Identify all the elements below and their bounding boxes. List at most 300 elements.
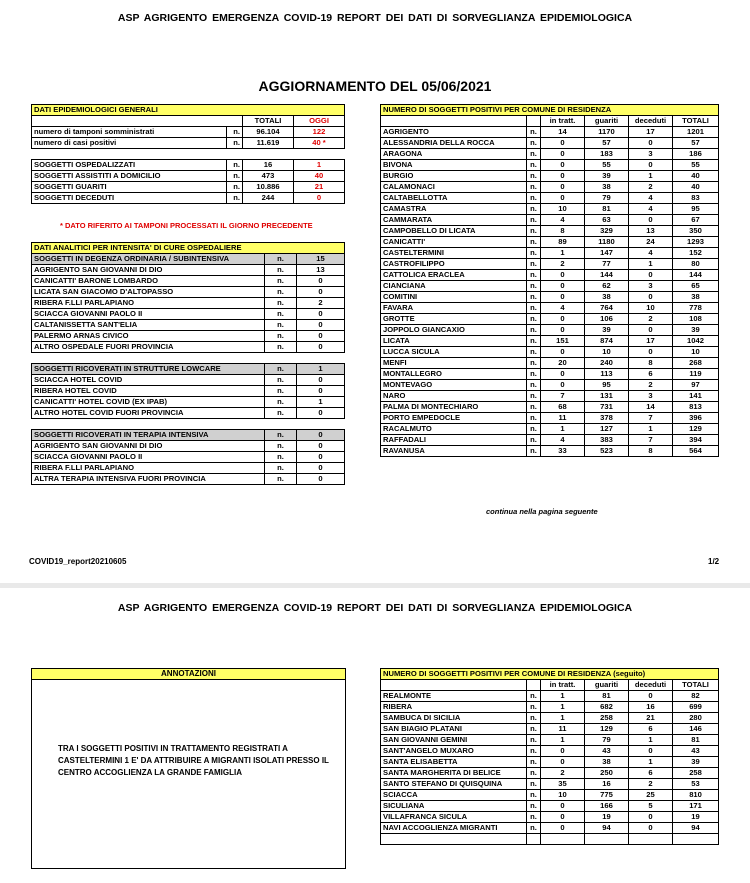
comune-name: SAN BIAGIO PLATANI bbox=[381, 724, 527, 735]
table-row bbox=[381, 325, 719, 336]
table-row bbox=[381, 735, 719, 746]
row-unit: n. bbox=[265, 265, 297, 276]
totali: 82 bbox=[673, 691, 719, 702]
guariti: 19 bbox=[585, 812, 629, 823]
totali: 40 bbox=[673, 182, 719, 193]
comune-name: CALTABELLOTTA bbox=[381, 193, 527, 204]
in-tratt: 1 bbox=[541, 248, 585, 259]
group-value: 1 bbox=[297, 364, 345, 375]
row-unit: n. bbox=[265, 397, 297, 408]
guariti: 79 bbox=[585, 735, 629, 746]
row-unit: n. bbox=[527, 325, 541, 336]
annotations-title: ANNOTAZIONI bbox=[31, 668, 346, 680]
row-unit: n. bbox=[527, 380, 541, 391]
table-row bbox=[381, 171, 719, 182]
row-unit: n. bbox=[265, 287, 297, 298]
comuni-title-2: NUMERO DI SOGGETTI POSITIVI PER COMUNE DI RESIDENZA (seguito) bbox=[381, 669, 719, 680]
in-tratt: 14 bbox=[541, 127, 585, 138]
totali: 146 bbox=[673, 724, 719, 735]
comune-name: MENFI bbox=[381, 358, 527, 369]
table-row bbox=[32, 182, 345, 193]
annotation-line: CENTRO ACCOGLIENZA LA GRANDE FAMIGLIA bbox=[58, 768, 242, 777]
guariti: 10 bbox=[585, 347, 629, 358]
col-totali: TOTALI bbox=[243, 116, 294, 127]
row-unit: n. bbox=[227, 160, 243, 171]
deceduti: 0 bbox=[629, 347, 673, 358]
row-total: 473 bbox=[243, 171, 294, 182]
row-unit: n. bbox=[527, 127, 541, 138]
table-row bbox=[32, 397, 345, 408]
deceduti: 3 bbox=[629, 149, 673, 160]
table-row bbox=[32, 309, 345, 320]
row-unit: n. bbox=[527, 358, 541, 369]
row-unit: n. bbox=[527, 702, 541, 713]
row-label: SCIACCA HOTEL COVID bbox=[32, 375, 265, 386]
guariti: 127 bbox=[585, 424, 629, 435]
group-value: 0 bbox=[297, 430, 345, 441]
in-tratt: 0 bbox=[541, 149, 585, 160]
comune-name: RAFFADALI bbox=[381, 435, 527, 446]
comune-name: RAVANUSA bbox=[381, 446, 527, 457]
totali: 83 bbox=[673, 193, 719, 204]
deceduti: 6 bbox=[629, 724, 673, 735]
guariti: 166 bbox=[585, 801, 629, 812]
totali: 65 bbox=[673, 281, 719, 292]
report-page-2 bbox=[0, 588, 750, 883]
col-guariti: guariti bbox=[585, 116, 629, 127]
in-tratt: 0 bbox=[541, 270, 585, 281]
row-label: SOGGETTI OSPEDALIZZATI bbox=[32, 160, 227, 171]
totali: 57 bbox=[673, 138, 719, 149]
comune-name: SAMBUCA DI SICILIA bbox=[381, 713, 527, 724]
table-row bbox=[381, 193, 719, 204]
guariti: 38 bbox=[585, 182, 629, 193]
totali: 10 bbox=[673, 347, 719, 358]
row-unit: n. bbox=[527, 336, 541, 347]
comune-name: LUCCA SICULA bbox=[381, 347, 527, 358]
comune-name: CALAMONACI bbox=[381, 182, 527, 193]
row-unit: n. bbox=[527, 801, 541, 812]
totali: 699 bbox=[673, 702, 719, 713]
in-tratt: 0 bbox=[541, 171, 585, 182]
comune-name: REALMONTE bbox=[381, 691, 527, 702]
table-row bbox=[381, 446, 719, 457]
row-label: SOGGETTI GUARITI bbox=[32, 182, 227, 193]
totali: 186 bbox=[673, 149, 719, 160]
in-tratt: 0 bbox=[541, 757, 585, 768]
table-row bbox=[381, 823, 719, 834]
table-row bbox=[381, 746, 719, 757]
row-label: SOGGETTI DECEDUTI bbox=[32, 193, 227, 204]
table-row bbox=[381, 347, 719, 358]
row-value: 0 bbox=[297, 441, 345, 452]
table-row bbox=[32, 375, 345, 386]
in-tratt: 0 bbox=[541, 347, 585, 358]
comune-name: CANICATTI' bbox=[381, 237, 527, 248]
deceduti: 17 bbox=[629, 336, 673, 347]
in-tratt: 0 bbox=[541, 281, 585, 292]
deceduti: 8 bbox=[629, 446, 673, 457]
comune-name: CATTOLICA ERACLEA bbox=[381, 270, 527, 281]
in-tratt: 1 bbox=[541, 735, 585, 746]
table-row bbox=[32, 287, 345, 298]
row-unit: n. bbox=[527, 790, 541, 801]
row-unit: n. bbox=[527, 347, 541, 358]
comune-name: RACALMUTO bbox=[381, 424, 527, 435]
col-deceduti: deceduti bbox=[629, 680, 673, 691]
row-unit: n. bbox=[527, 713, 541, 724]
guariti: 764 bbox=[585, 303, 629, 314]
in-tratt: 1 bbox=[541, 691, 585, 702]
deceduti: 0 bbox=[629, 270, 673, 281]
guariti: 106 bbox=[585, 314, 629, 325]
guariti: 1170 bbox=[585, 127, 629, 138]
guariti: 523 bbox=[585, 446, 629, 457]
row-label: RIBERA F.LLI PARLAPIANO bbox=[32, 463, 265, 474]
general-note: * DATO RIFERITO AI TAMPONI PROCESSATI IL GIORNO PRECEDENTE bbox=[60, 221, 313, 230]
deceduti: 1 bbox=[629, 735, 673, 746]
deceduti: 13 bbox=[629, 226, 673, 237]
in-tratt: 0 bbox=[541, 182, 585, 193]
guariti: 81 bbox=[585, 204, 629, 215]
table-row bbox=[381, 303, 719, 314]
row-label: ALTRO OSPEDALE FUORI PROVINCIA bbox=[32, 342, 265, 353]
totali: 81 bbox=[673, 735, 719, 746]
comune-name: RIBERA bbox=[381, 702, 527, 713]
deceduti: 10 bbox=[629, 303, 673, 314]
in-tratt: 4 bbox=[541, 215, 585, 226]
row-unit: n. bbox=[527, 259, 541, 270]
table-row bbox=[32, 441, 345, 452]
in-tratt: 89 bbox=[541, 237, 585, 248]
table-row bbox=[32, 408, 345, 419]
totali: 1293 bbox=[673, 237, 719, 248]
deceduti: 3 bbox=[629, 281, 673, 292]
comune-name: SANTO STEFANO DI QUISQUINA bbox=[381, 779, 527, 790]
row-unit: n. bbox=[527, 182, 541, 193]
comune-name: FAVARA bbox=[381, 303, 527, 314]
row-value: 1 bbox=[297, 397, 345, 408]
comune-name: AGRIGENTO bbox=[381, 127, 527, 138]
col-in-tratt: in tratt. bbox=[541, 116, 585, 127]
row-label: CANICATTI' BARONE LOMBARDO bbox=[32, 276, 265, 287]
comune-name: MONTEVAGO bbox=[381, 380, 527, 391]
table-row bbox=[381, 314, 719, 325]
totali: 152 bbox=[673, 248, 719, 259]
guariti: 38 bbox=[585, 292, 629, 303]
deceduti: 25 bbox=[629, 790, 673, 801]
totali: 268 bbox=[673, 358, 719, 369]
in-tratt: 0 bbox=[541, 812, 585, 823]
guariti: 57 bbox=[585, 138, 629, 149]
comune-name: PALMA DI MONTECHIARO bbox=[381, 402, 527, 413]
comune-name: CASTROFILIPPO bbox=[381, 259, 527, 270]
guariti: 682 bbox=[585, 702, 629, 713]
table-row bbox=[381, 248, 719, 259]
row-value: 0 bbox=[297, 408, 345, 419]
in-tratt: 2 bbox=[541, 259, 585, 270]
totali: 39 bbox=[673, 325, 719, 336]
in-tratt: 1 bbox=[541, 424, 585, 435]
row-unit: n. bbox=[527, 303, 541, 314]
in-tratt: 0 bbox=[541, 380, 585, 391]
row-label: PALERMO ARNAS CIVICO bbox=[32, 331, 265, 342]
row-unit: n. bbox=[527, 248, 541, 259]
comune-name: SANTA MARGHERITA DI BELICE bbox=[381, 768, 527, 779]
row-today: 122 bbox=[294, 127, 345, 138]
table-row bbox=[32, 265, 345, 276]
in-tratt: 4 bbox=[541, 303, 585, 314]
continue-note: continua nella pagina seguente bbox=[486, 507, 598, 516]
group-unit: n. bbox=[265, 364, 297, 375]
totali: 1201 bbox=[673, 127, 719, 138]
totali: 39 bbox=[673, 757, 719, 768]
row-label: ALTRA TERAPIA INTENSIVA FUORI PROVINCIA bbox=[32, 474, 265, 485]
totali: 80 bbox=[673, 259, 719, 270]
row-unit: n. bbox=[527, 768, 541, 779]
in-tratt: 33 bbox=[541, 446, 585, 457]
row-value: 0 bbox=[297, 309, 345, 320]
col-totali: TOTALI bbox=[673, 680, 719, 691]
comune-name: NARO bbox=[381, 391, 527, 402]
totali: 129 bbox=[673, 424, 719, 435]
totali: 280 bbox=[673, 713, 719, 724]
row-unit: n. bbox=[527, 138, 541, 149]
totali: 19 bbox=[673, 812, 719, 823]
col-deceduti: deceduti bbox=[629, 116, 673, 127]
row-unit: n. bbox=[527, 757, 541, 768]
table-row bbox=[32, 463, 345, 474]
row-unit: n. bbox=[527, 314, 541, 325]
table-row bbox=[381, 138, 719, 149]
row-unit: n. bbox=[527, 424, 541, 435]
in-tratt: 0 bbox=[541, 138, 585, 149]
totali: 564 bbox=[673, 446, 719, 457]
in-tratt: 0 bbox=[541, 160, 585, 171]
deceduti: 0 bbox=[629, 812, 673, 823]
group-label: SOGGETTI RICOVERATI IN STRUTTURE LOWCARE bbox=[32, 364, 265, 375]
row-unit: n. bbox=[527, 812, 541, 823]
guariti: 129 bbox=[585, 724, 629, 735]
table-row bbox=[32, 342, 345, 353]
col-guariti: guariti bbox=[585, 680, 629, 691]
deceduti: 7 bbox=[629, 435, 673, 446]
deceduti: 24 bbox=[629, 237, 673, 248]
report-header: ASP AGRIGENTO EMERGENZA COVID-19 REPORT DEI DATI DI SORVEGLIANZA EPIDEMIOLOGICA bbox=[117, 12, 633, 24]
deceduti: 2 bbox=[629, 182, 673, 193]
deceduti: 2 bbox=[629, 314, 673, 325]
col-in-tratt: in tratt. bbox=[541, 680, 585, 691]
group-label: SOGGETTI RICOVERATI IN TERAPIA INTENSIVA bbox=[32, 430, 265, 441]
row-value: 0 bbox=[297, 375, 345, 386]
row-unit: n. bbox=[527, 691, 541, 702]
guariti: 39 bbox=[585, 171, 629, 182]
deceduti: 6 bbox=[629, 369, 673, 380]
totali: 38 bbox=[673, 292, 719, 303]
row-unit: n. bbox=[265, 331, 297, 342]
guariti: 16 bbox=[585, 779, 629, 790]
totali: 108 bbox=[673, 314, 719, 325]
row-label: AGRIGENTO SAN GIOVANNI DI DIO bbox=[32, 441, 265, 452]
table-row bbox=[381, 713, 719, 724]
comune-name: ALESSANDRIA DELLA ROCCA bbox=[381, 138, 527, 149]
comuni-title: NUMERO DI SOGGETTI POSITIVI PER COMUNE DI RESIDENZA bbox=[381, 105, 719, 116]
in-tratt: 2 bbox=[541, 768, 585, 779]
table-row bbox=[381, 391, 719, 402]
table-row bbox=[32, 331, 345, 342]
row-today: 40 bbox=[294, 171, 345, 182]
in-tratt: 0 bbox=[541, 193, 585, 204]
table-row bbox=[381, 801, 719, 812]
annotation-line: TRA I SOGGETTI POSITIVI IN TRATTAMENTO REGISTRATI A bbox=[58, 744, 288, 753]
group-value: 15 bbox=[297, 254, 345, 265]
comune-name: SANTA ELISABETTA bbox=[381, 757, 527, 768]
table-row bbox=[32, 474, 345, 485]
comune-name: VILLAFRANCA SICULA bbox=[381, 812, 527, 823]
row-unit: n. bbox=[265, 408, 297, 419]
general-data-table bbox=[31, 104, 345, 204]
row-total: 10.886 bbox=[243, 182, 294, 193]
in-tratt: 20 bbox=[541, 358, 585, 369]
guariti: 1180 bbox=[585, 237, 629, 248]
in-tratt: 68 bbox=[541, 402, 585, 413]
deceduti: 7 bbox=[629, 413, 673, 424]
row-unit: n. bbox=[265, 441, 297, 452]
deceduti: 0 bbox=[629, 292, 673, 303]
row-unit: n. bbox=[227, 171, 243, 182]
in-tratt: 0 bbox=[541, 801, 585, 812]
deceduti: 4 bbox=[629, 248, 673, 259]
comune-name: JOPPOLO GIANCAXIO bbox=[381, 325, 527, 336]
hospital-table bbox=[31, 242, 345, 485]
table-row bbox=[381, 182, 719, 193]
row-label: ALTRO HOTEL COVID FUORI PROVINCIA bbox=[32, 408, 265, 419]
row-unit: n. bbox=[527, 369, 541, 380]
row-unit: n. bbox=[527, 724, 541, 735]
row-unit: n. bbox=[527, 292, 541, 303]
table-row bbox=[381, 226, 719, 237]
totali: 171 bbox=[673, 801, 719, 812]
guariti: 55 bbox=[585, 160, 629, 171]
in-tratt: 4 bbox=[541, 435, 585, 446]
row-unit: n. bbox=[265, 342, 297, 353]
row-unit: n. bbox=[227, 193, 243, 204]
totali: 813 bbox=[673, 402, 719, 413]
group-header-row bbox=[32, 254, 345, 265]
totali: 94 bbox=[673, 823, 719, 834]
guariti: 183 bbox=[585, 149, 629, 160]
table-row bbox=[381, 127, 719, 138]
in-tratt: 0 bbox=[541, 369, 585, 380]
table-row bbox=[381, 413, 719, 424]
row-unit: n. bbox=[527, 391, 541, 402]
deceduti: 2 bbox=[629, 779, 673, 790]
row-unit: n. bbox=[265, 320, 297, 331]
row-unit: n. bbox=[527, 735, 541, 746]
guariti: 43 bbox=[585, 746, 629, 757]
row-unit: n. bbox=[527, 215, 541, 226]
table-row bbox=[381, 270, 719, 281]
row-value: 2 bbox=[297, 298, 345, 309]
row-label: numero di tamponi somministrati bbox=[32, 127, 227, 138]
row-label: CANICATTI' HOTEL COVID (EX IPAB) bbox=[32, 397, 265, 408]
comune-name: SAN GIOVANNI GEMINI bbox=[381, 735, 527, 746]
in-tratt: 7 bbox=[541, 391, 585, 402]
in-tratt: 0 bbox=[541, 314, 585, 325]
guariti: 95 bbox=[585, 380, 629, 391]
row-unit: n. bbox=[265, 298, 297, 309]
deceduti: 8 bbox=[629, 358, 673, 369]
group-header-row bbox=[32, 364, 345, 375]
hospital-title: DATI ANALITICI PER INTENSITA' DI CURE OSPEDALIERE bbox=[32, 243, 345, 254]
footer-page-number: 1/2 bbox=[708, 557, 720, 566]
totali: 396 bbox=[673, 413, 719, 424]
guariti: 131 bbox=[585, 391, 629, 402]
row-unit: n. bbox=[527, 204, 541, 215]
row-unit: n. bbox=[527, 171, 541, 182]
totali: 53 bbox=[673, 779, 719, 790]
deceduti: 1 bbox=[629, 171, 673, 182]
comune-name: NAVI ACCOGLIENZA MIGRANTI bbox=[381, 823, 527, 834]
guariti: 79 bbox=[585, 193, 629, 204]
deceduti: 21 bbox=[629, 713, 673, 724]
comune-name: CAMMARATA bbox=[381, 215, 527, 226]
row-unit: n. bbox=[265, 463, 297, 474]
row-unit: n. bbox=[527, 746, 541, 757]
guariti: 113 bbox=[585, 369, 629, 380]
row-unit: n. bbox=[527, 149, 541, 160]
comune-name: CIANCIANA bbox=[381, 281, 527, 292]
table-row bbox=[381, 435, 719, 446]
totali: 40 bbox=[673, 171, 719, 182]
comune-name: MONTALLEGRO bbox=[381, 369, 527, 380]
row-unit: n. bbox=[265, 474, 297, 485]
table-row bbox=[32, 320, 345, 331]
row-total: 96.104 bbox=[243, 127, 294, 138]
in-tratt: 8 bbox=[541, 226, 585, 237]
totali: 55 bbox=[673, 160, 719, 171]
spacer-row bbox=[32, 419, 345, 430]
deceduti: 16 bbox=[629, 702, 673, 713]
guariti: 147 bbox=[585, 248, 629, 259]
table-row bbox=[32, 127, 345, 138]
deceduti: 0 bbox=[629, 823, 673, 834]
in-tratt: 10 bbox=[541, 204, 585, 215]
deceduti: 14 bbox=[629, 402, 673, 413]
row-label: numero di casi positivi bbox=[32, 138, 227, 149]
comune-name: LICATA bbox=[381, 336, 527, 347]
comune-name: CAMPOBELLO DI LICATA bbox=[381, 226, 527, 237]
table-row bbox=[381, 702, 719, 713]
group-header-row bbox=[32, 430, 345, 441]
totali: 1042 bbox=[673, 336, 719, 347]
deceduti: 0 bbox=[629, 215, 673, 226]
row-unit: n. bbox=[527, 237, 541, 248]
deceduti: 2 bbox=[629, 380, 673, 391]
table-row bbox=[381, 215, 719, 226]
comune-name: PORTO EMPEDOCLE bbox=[381, 413, 527, 424]
in-tratt: 1 bbox=[541, 702, 585, 713]
annotations-text bbox=[58, 743, 329, 779]
deceduti: 17 bbox=[629, 127, 673, 138]
row-value: 0 bbox=[297, 386, 345, 397]
row-unit: n. bbox=[265, 375, 297, 386]
in-tratt: 1 bbox=[541, 713, 585, 724]
guariti: 383 bbox=[585, 435, 629, 446]
row-today: 1 bbox=[294, 160, 345, 171]
guariti: 94 bbox=[585, 823, 629, 834]
row-today: 0 bbox=[294, 193, 345, 204]
